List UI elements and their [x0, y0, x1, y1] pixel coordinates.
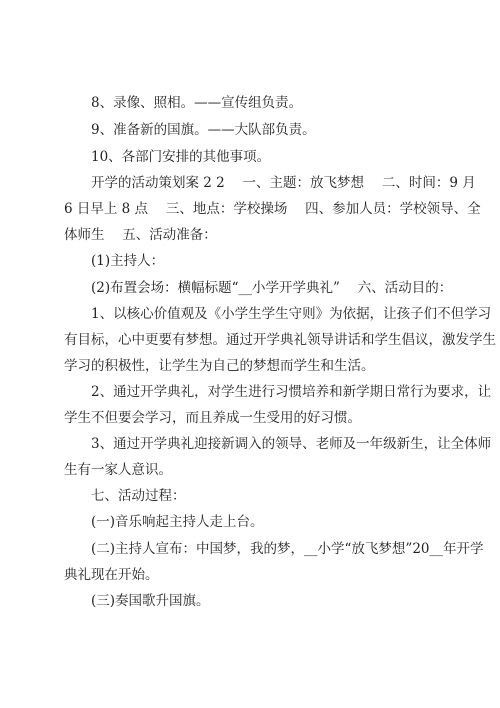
text-line: 2、通过开学典礼，对学生进行习惯培养和新学期日常行为要求，让 [91, 384, 492, 400]
text-line: 七、活动过程： [91, 488, 186, 504]
text-line: 体师生 五、活动准备： [64, 227, 217, 243]
text-line: 有目标，心中更要有梦想。通过开学典礼领导讲话和学生倡议，激发学生 [64, 332, 496, 348]
text-line: 学习的积极性，让学生为自己的梦想而学生和生活。 [64, 358, 375, 374]
text-line: 典礼现在开始。 [64, 567, 159, 583]
text-line: (三)奏国歌升国旗。 [91, 593, 210, 609]
text-line: 学生不但要会学习，而且养成一生受用的好习惯。 [64, 410, 361, 426]
text-line: 开学的活动策划案 2 2 一、主题：放飞梦想 二、时间：9 月 [91, 175, 476, 191]
text-line: 6 日早上 8 点 三、地点：学校操场 四、参加人员：学校领导、全 [64, 201, 481, 217]
text-line: 8、录像、照相。——宣传组负责。 [91, 95, 303, 111]
text-line: (2)布置会场：横幅标题“__小学开学典礼” 六、活动目的： [91, 280, 453, 296]
text-line: (二)主持人宣布：中国梦，我的梦，__小学“放飞梦想”20__年开学 [91, 541, 484, 557]
text-line: 9、准备新的国旗。——大队部负责。 [91, 122, 316, 138]
text-line: 生有一家人意识。 [64, 462, 172, 478]
text-line: (1)主持人： [91, 253, 165, 269]
text-line: 10、各部门安排的其他事项。 [91, 149, 271, 165]
text-line: (一)音乐响起主持人走上台。 [91, 514, 264, 530]
text-line: 3、通过开学典礼迎接新调入的领导、老师及一年级新生，让全体师 [91, 436, 492, 452]
text-line: 1、以核心价值观及《小学生学生守则》为依据，让孩子们不但学习 [91, 306, 492, 322]
